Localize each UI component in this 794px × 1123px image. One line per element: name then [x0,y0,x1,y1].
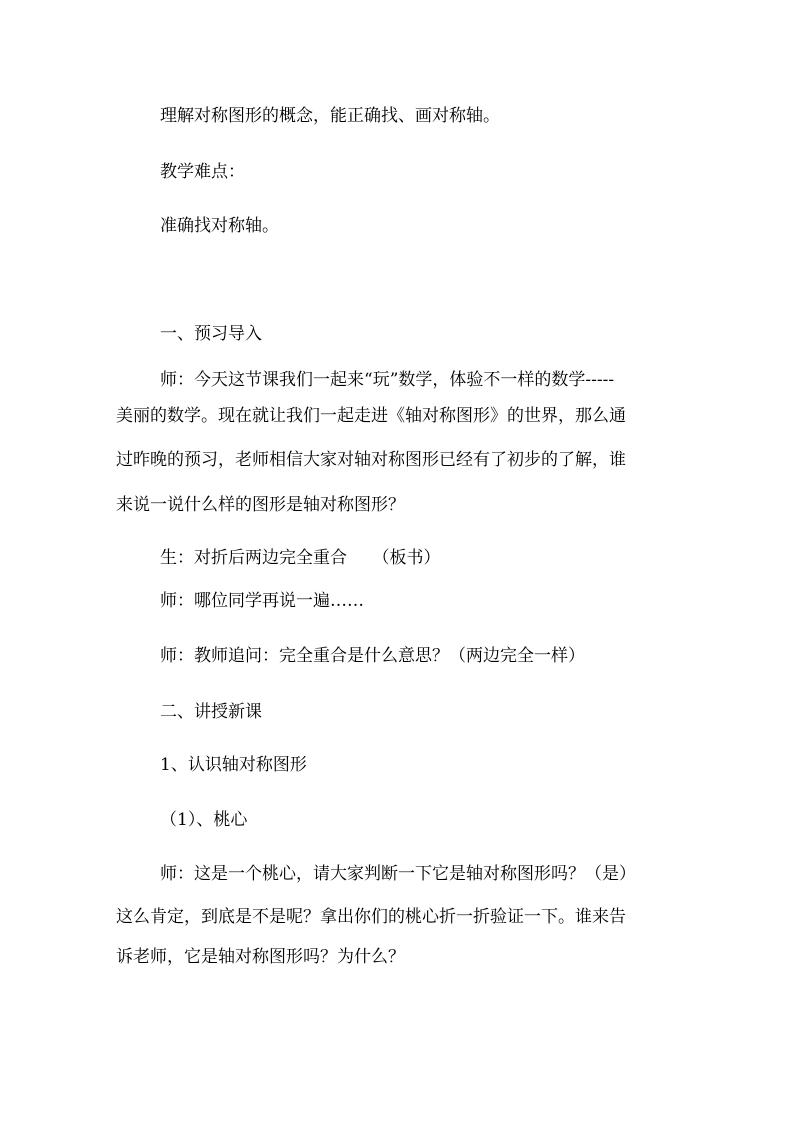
student-answer: 生：对折后两边完全重合 （板书） [160,548,441,568]
section2-heading: 二、讲授新课 [160,702,262,722]
teacher-heart-line-2: 这么肯定，到底是不是呢？拿出你们的桃心折一折验证一下。谁来告 [116,907,626,927]
section1-heading: 一、预习导入 [160,324,262,344]
item-heart-heading: （1）、桃心 [160,810,248,830]
teacher-heart-line-3: 诉老师，它是轴对称图形吗？为什么？ [116,947,405,967]
teacher-intro-line-3: 过昨晚的预习，老师相信大家对轴对称图形已经有了初步的了解，谁 [116,450,626,470]
difficulty-heading: 教学难点： [160,162,245,182]
teacher-intro-line-4: 来说一说什么样的图形是轴对称图形？ [116,495,405,515]
teacher-followup: 师：教师追问：完全重合是什么意思？（两边完全一样） [160,646,585,666]
teacher-intro-line-1: 师：今天这节课我们一起来“玩”数学，体验不一样的数学----- [160,370,615,390]
teaching-goal-text: 理解对称图形的概念，能正确找、画对称轴。 [160,106,500,126]
teacher-intro-line-2: 美丽的数学。现在就让我们一起走进《轴对称图形》的世界，那么通 [116,406,626,426]
teacher-repeat: 师：哪位同学再说一遍…… [160,591,364,611]
difficulty-text: 准确找对称轴。 [160,216,279,236]
teacher-heart-line-1: 师：这是一个桃心，请大家判断一下它是轴对称图形吗？（是） [160,864,636,884]
subsection-heading: 1、认识轴对称图形 [160,755,307,775]
